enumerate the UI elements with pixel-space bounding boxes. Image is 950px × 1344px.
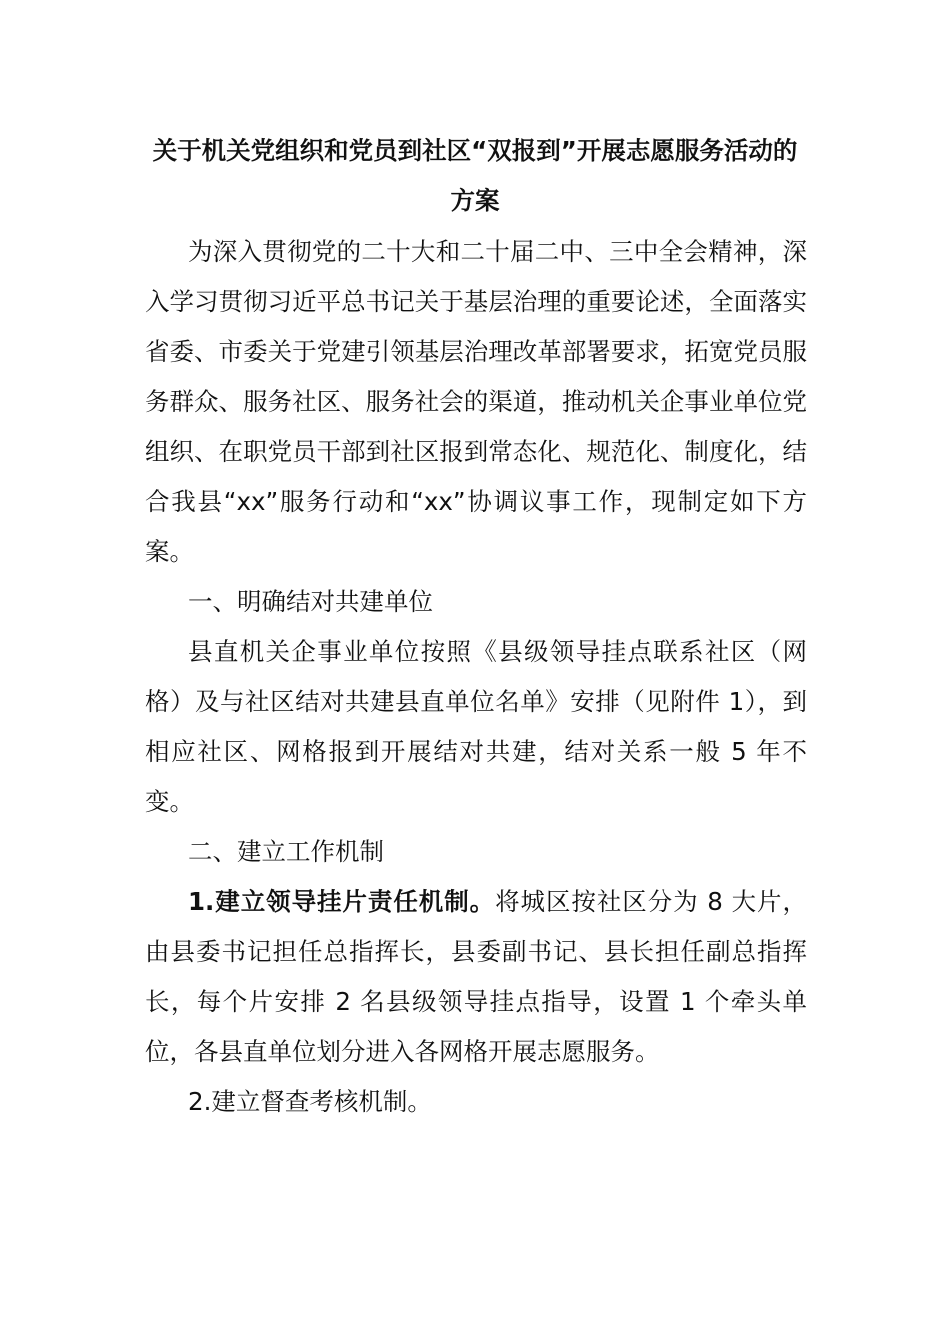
section-2-heading: 二、建立工作机制 (188, 837, 384, 866)
item-1-lead: 1.建立领导挂片责任机制。 (188, 887, 496, 916)
section-1-paragraph: 县直机关企事业单位按照《县级领导挂点联系社区（网格）及与社区结对共建县直单位名单》安排（见附件 1），到相应社区、网格报到开展结对共建，结对关系一般 5 年不变。 (145, 637, 807, 816)
item-1-paragraph (145, 877, 807, 1077)
document-body (145, 227, 807, 1127)
document-title-line-1: 关于机关党组织和党员到社区“双报到”开展志愿服务活动的 (152, 136, 798, 165)
section-1-heading: 一、明确结对共建单位 (188, 587, 433, 616)
document-title-line-2: 方案 (450, 186, 500, 215)
intro-paragraph: 为深入贯彻党的二十大和二十届二中、三中全会精神，深入学习贯彻习近平总书记关于基层治理的重要论述，全面落实省委、市委关于党建引领基层治理改革部署要求，拓宽党员服务群众、服务社区、服务社会的渠道，推动机关企事业单位党组织、在职党员干部到社区报到常态化、规范化、制度化，结合我县“xx”服务行动和“xx”协调议事工作，现制定如下方案。 (145, 237, 807, 566)
item-2-paragraph: 2.建立督查考核机制。 (188, 1087, 432, 1116)
item-1-body: 将城区按社区分为 8 大片，由县委书记担任总指挥长，县委副书记、县长担任副总指挥长，每个片安排 2 名县级领导挂点指导，设置 1 个牵头单位，各县直单位划分进入各网格开展志愿服务。 (145, 887, 807, 1066)
